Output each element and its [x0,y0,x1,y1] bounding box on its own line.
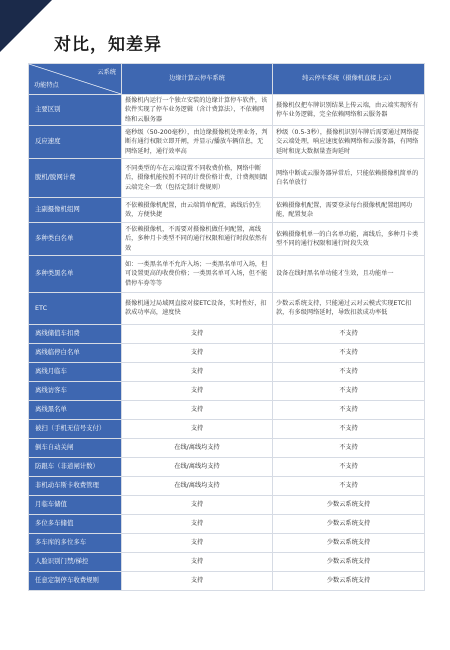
feature-cell: 多种类黑名单 [29,255,122,292]
pure-cloud-cell: 少数云系统支持 [273,533,425,552]
edge-system-cell: 在线/离线均支持 [122,457,273,476]
header-corner-bottom: 功能特点 [34,81,59,89]
pure-cloud-cell: 不支持 [273,381,425,400]
feature-cell: 非机动车斯卡收费管理 [29,476,122,495]
table-row [29,125,425,158]
edge-system-cell: 支持 [122,400,273,419]
feature-cell: 脱机/脱网计费 [29,158,122,197]
edge-system-cell: 支持 [122,419,273,438]
feature-cell: 被扫（手机无信号支付） [29,419,122,438]
table-row [29,292,425,324]
table-row [29,419,425,438]
table-row [29,495,425,514]
pure-cloud-cell: 不支持 [273,419,425,438]
table-row [29,381,425,400]
pure-cloud-cell: 设备在线时黑名单功能才生效，且功能单一 [273,255,425,292]
feature-cell: 主要区别 [29,95,122,126]
table-row [29,476,425,495]
edge-system-cell: 支持 [122,495,273,514]
feature-cell: 离线月临车 [29,362,122,381]
pure-cloud-cell: 不支持 [273,457,425,476]
feature-cell: 离线临停白名单 [29,343,122,362]
edge-system-cell: 不依赖摄像机配置，由云端简单配置，离线后仍生效，方便快捷 [122,197,273,222]
edge-system-cell: 摄像机内运行一个独立安装的边缘计算停车软件，该软件实现了停车业务逻辑（含计费算法），不依赖网络和云服务器 [122,95,273,126]
edge-system-cell: 支持 [122,552,273,571]
edge-system-cell: 摄像机通过局域网直接对接ETC设备，实时性好，扣款成功率高，速度快 [122,292,273,324]
header-pure-cloud-system: 纯云停车系统（摄像机直接上云） [273,64,425,95]
feature-cell: 离线储值车扣费 [29,324,122,343]
feature-cell: 防跟车（非道闸计数） [29,457,122,476]
page-title: 对比，知差异 [54,35,162,55]
feature-cell: 离线访客车 [29,381,122,400]
table-row [29,324,425,343]
edge-system-cell: 支持 [122,533,273,552]
edge-system-cell: 支持 [122,343,273,362]
pure-cloud-cell: 网络中断或云服务器异常后，只能依赖摄像机简单的白名单放行 [273,158,425,197]
edge-system-cell: 在线/离线均支持 [122,476,273,495]
feature-cell: 多位多车储值 [29,514,122,533]
edge-system-cell: 支持 [122,362,273,381]
header-edge-system: 边缘计算云停车系统 [122,64,273,95]
feature-cell: 反应速度 [29,125,122,158]
table-row [29,362,425,381]
pure-cloud-cell: 不支持 [273,324,425,343]
pure-cloud-cell: 少数云系统支持 [273,552,425,571]
edge-system-cell: 支持 [122,324,273,343]
feature-cell: 离线黑名单 [29,400,122,419]
pure-cloud-cell: 不支持 [273,476,425,495]
feature-cell: 主副摄像机组网 [29,197,122,222]
table-row [29,400,425,419]
table-row [29,158,425,197]
pure-cloud-cell: 依赖摄像机配置，需要登录每台摄像机配置组网功能，配置复杂 [273,197,425,222]
table-row [29,255,425,292]
pure-cloud-cell: 不支持 [273,438,425,457]
table-row [29,438,425,457]
feature-cell: 多种类白名单 [29,222,122,255]
pure-cloud-cell: 秒级（0.5-3秒），摄像机识别车牌后需要通过网络提交云端处理，响应速度依赖网络和云服务器，有网络延时和庞大数据量查询延时 [273,125,425,158]
pure-cloud-cell: 少数云系统支持 [273,495,425,514]
table-row [29,571,425,590]
table-row [29,552,425,571]
edge-system-cell: 如：一类黑名单不允许入场；一类黑名单可入场，但可设置更高的收费价格；一类黑名单可入场，但不能借停车券等等 [122,255,273,292]
feature-cell: 任意定制停车收费规则 [29,571,122,590]
pure-cloud-cell: 依赖摄像机单一的白名单功能，离线后，多种月卡类型不同的通行权限和通行时段失效 [273,222,425,255]
edge-system-cell: 毫秒级（50-200毫秒），由边缘摄像机处理业务，判断有通行权限立即开闸，并显示/播放车辆信息，无网络延时，通行效率高 [122,125,273,158]
feature-cell: 倒车自动关闸 [29,438,122,457]
table-row [29,533,425,552]
corner-decoration [0,0,52,52]
pure-cloud-cell: 不支持 [273,400,425,419]
table-row [29,514,425,533]
table-row [29,95,425,126]
edge-system-cell: 支持 [122,514,273,533]
feature-cell: 多车库的多位多车 [29,533,122,552]
table-row [29,457,425,476]
comparison-table [28,63,425,591]
pure-cloud-cell: 少数云系统支持 [273,571,425,590]
table-row [29,222,425,255]
pure-cloud-cell: 少数云系统支持，只能通过云对云模式实现ETC扣款，有多级网络延时，导致扣款成功率低 [273,292,425,324]
table-header-row [29,64,425,95]
pure-cloud-cell: 不支持 [273,343,425,362]
pure-cloud-cell: 少数云系统支持 [273,514,425,533]
edge-system-cell: 不同类型的车在云端设置不同收费价格，网络中断后，摄像机能按照不同的计费价格计费，计费规则跟云端完全一致（包括定制计费规则） [122,158,273,197]
feature-cell: 人脸识别门禁/梯控 [29,552,122,571]
edge-system-cell: 在线/离线均支持 [122,438,273,457]
edge-system-cell: 支持 [122,381,273,400]
table-row [29,343,425,362]
pure-cloud-cell: 不支持 [273,362,425,381]
pure-cloud-cell: 摄像机仅把车牌识别结果上传云端，由云端实现所有停车业务逻辑，完全依赖网络和云服务器 [273,95,425,126]
table-row [29,197,425,222]
header-corner-top: 云系统 [97,69,116,76]
edge-system-cell: 不依赖摄像机，不需要对摄像机做任何配置，离线后，多种月卡类型不同的通行权限和通行时段依然有效 [122,222,273,255]
feature-cell: ETC [29,292,122,324]
feature-cell: 月临车储值 [29,495,122,514]
edge-system-cell: 支持 [122,571,273,590]
header-corner-cell [29,64,122,95]
